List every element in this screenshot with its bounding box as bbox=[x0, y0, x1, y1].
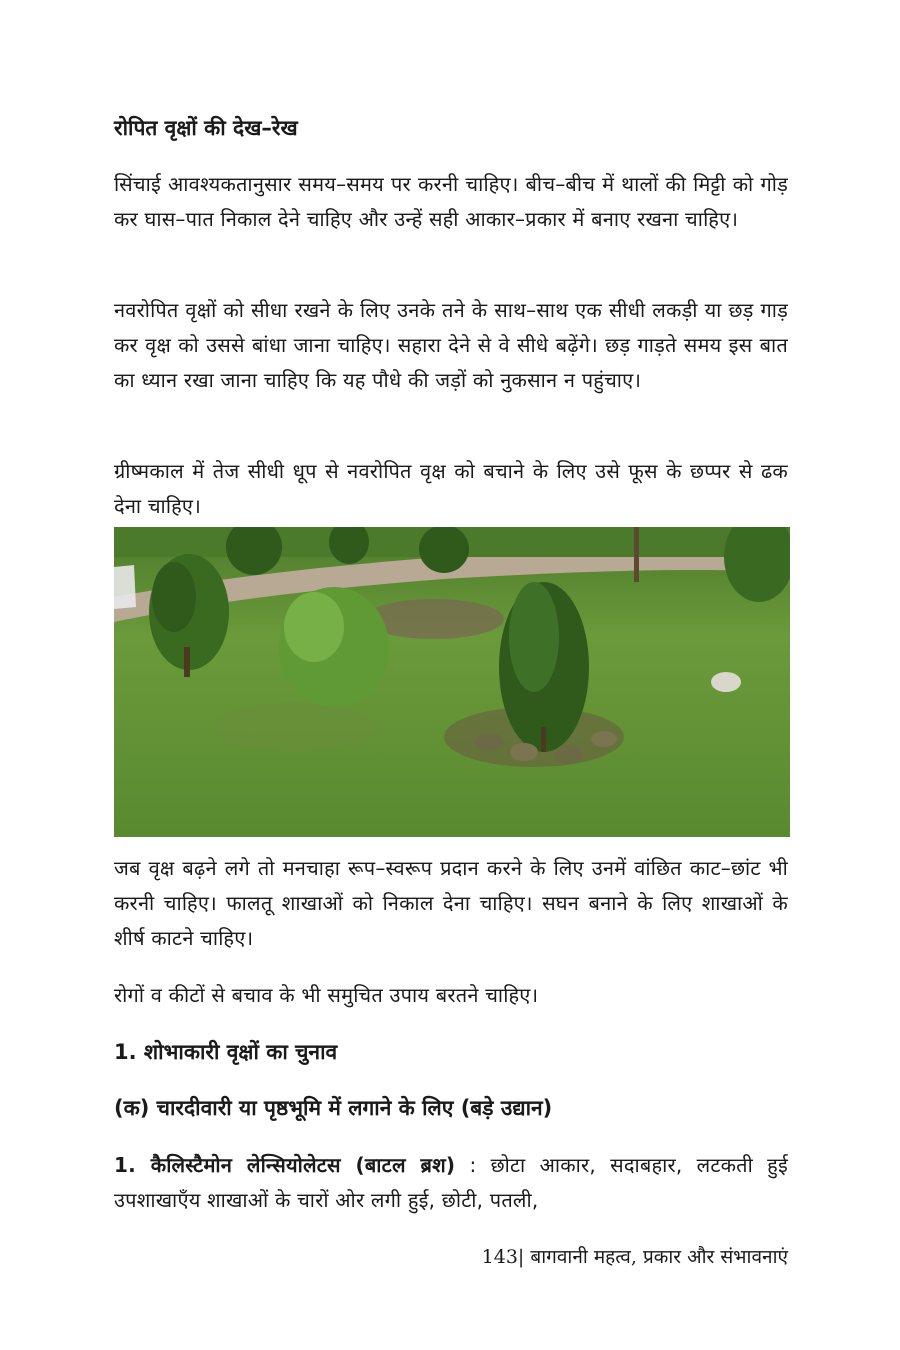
subheading-selection: 1. शोभाकारी वृक्षों का चुनाव bbox=[114, 1040, 338, 1064]
garden-photo bbox=[114, 527, 790, 837]
book-title: बागवानी महत्व, प्रकार और संभावनाएं bbox=[524, 1246, 788, 1268]
paragraph-pruning: जब वृक्ष बढ़ने लगे तो मनचाहा रूप–स्वरूप प्रदान करने के लिए उनमें वांछित काट–छांट भी करनी चाहिए। फालतू शाखाओं को निकाल देना चाहिए। सघन बनाने के लिए शाखाओं के शीर्ष काटने चाहिए। bbox=[114, 856, 788, 950]
shrub-center bbox=[279, 587, 389, 707]
paragraph-support-stake: नवरोपित वृक्षों को सीधा रखने के लिए उनके तने के साथ–साथ एक सीधी लकड़ी या छड़ गाड़ कर वृक्ष को उससे बांधा जाना चाहिए। सहारा देने से वे सीधे बढ़ेंगे। छड़ गाड़ते समय इस बात का ध्यान रखा जाना चाहिए कि यह पौधे की जड़ों को नुकसान न पहुंचाए। bbox=[114, 298, 788, 392]
page-footer bbox=[482, 1244, 788, 1270]
paragraph-irrigation: सिंचाई आवश्यकतानुसार समय–समय पर करनी चाहिए। बीच–बीच में थालों की मिट्टी को गोड़ कर घास–पात निकाल देने चाहिए और उन्हें सही आकार–प्रकार में बनाए रखना चाहिए। bbox=[114, 172, 788, 231]
page-number: 143| bbox=[481, 1246, 525, 1268]
list-item-callistemon bbox=[114, 1148, 788, 1218]
item-label: 1. कैलिस्टैमोन लेन्सियोलेटस (बाटल ब्रश) bbox=[114, 1153, 456, 1177]
paragraph-pest-control: रोगों व कीटों से बचाव के भी समुचित उपाय बरतने चाहिए। bbox=[114, 983, 539, 1007]
section-heading: रोपित वृक्षों की देख–रेख bbox=[114, 116, 298, 140]
white-stone bbox=[711, 672, 741, 692]
item-description: : छोटा आकार, सदाबहार, लटकती हुई उपशाखाएँय शाखाओं के चारों ओर लगी हुई, छोटी, पतली, bbox=[114, 1153, 788, 1212]
subheading-boundary-trees: (क) चारदीवारी या पृष्ठभूमि में लगाने के लिए (बड़े उद्यान) bbox=[114, 1096, 553, 1120]
document-page bbox=[114, 0, 788, 1350]
paragraph-summer-shade: ग्रीष्मकाल में तेज सीधी धूप से नवरोपित वृक्ष को बचाने के लिए उसे फूस के छप्पर से ढक देना चाहिए। bbox=[114, 459, 788, 518]
